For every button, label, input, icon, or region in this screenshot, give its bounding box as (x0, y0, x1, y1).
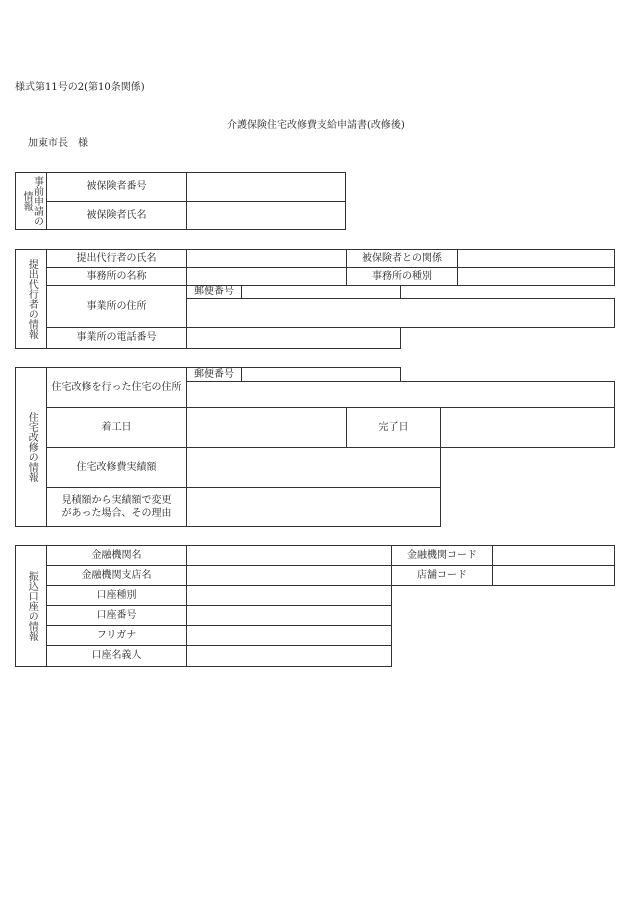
office-address-field[interactable] (186, 298, 615, 328)
office-phone-field[interactable] (186, 327, 401, 349)
agent-postal-code-field[interactable] (241, 285, 401, 299)
addressee: 加東市長 様 (28, 138, 88, 149)
agent-name-field[interactable] (186, 249, 347, 268)
relation-field[interactable] (457, 249, 615, 268)
agent-name-label: 提出代行者の氏名 (46, 249, 187, 268)
start-date-field[interactable] (186, 407, 347, 448)
relation-label: 被保険者との関係 (346, 249, 458, 268)
end-date-field[interactable] (440, 407, 615, 448)
end-date-label: 完了日 (346, 407, 441, 448)
page-title: 介護保険住宅改修費支給申請書(改修後) (227, 120, 405, 131)
office-type-label: 事務所の種別 (346, 267, 458, 286)
branch-name-field[interactable] (186, 565, 392, 586)
account-holder-field[interactable] (186, 645, 392, 667)
section-house-label: 住宅改修の情報 (15, 367, 47, 527)
house-postal-code-label: 郵便番号 (186, 367, 242, 382)
house-postal-code-field[interactable] (241, 367, 401, 382)
change-reason-field[interactable] (186, 487, 441, 527)
account-number-field[interactable] (186, 605, 392, 626)
branch-code-label: 店舗コード (391, 565, 493, 586)
account-type-label: 口座種別 (46, 585, 187, 606)
office-phone-label: 事業所の電話番号 (46, 327, 187, 349)
insured-name-field[interactable] (186, 201, 346, 230)
change-reason-label: 見積額から実績額で変更があった場合、その理由 (46, 487, 187, 527)
account-holder-label: 口座名義人 (46, 645, 187, 667)
office-address-label: 事業所の住所 (46, 285, 187, 328)
actual-cost-label: 住宅改修費実績額 (46, 447, 187, 488)
bank-name-label: 金融機関名 (46, 545, 187, 566)
start-date-label: 着工日 (46, 407, 187, 448)
house-address-field[interactable] (186, 381, 615, 408)
section-agent-label: 提出代行者の情報 (15, 249, 47, 349)
account-number-label: 口座番号 (46, 605, 187, 626)
house-address-label: 住宅改修を行った住宅の住所 (46, 367, 187, 408)
account-type-field[interactable] (186, 585, 392, 606)
form-number: 様式第11号の2(第10条関係) (15, 82, 145, 93)
bank-code-label: 金融機関コード (391, 545, 493, 566)
branch-code-field[interactable] (492, 565, 615, 586)
bank-code-field[interactable] (492, 545, 615, 566)
furigana-field[interactable] (186, 625, 392, 646)
branch-name-label: 金融機関支店名 (46, 565, 187, 586)
insured-name-label: 被保険者氏名 (46, 201, 187, 230)
agent-postal-code-label: 郵便番号 (186, 285, 242, 299)
section-bank-label: 振込口座の情報 (15, 545, 47, 667)
insured-number-field[interactable] (186, 172, 346, 202)
bank-name-field[interactable] (186, 545, 392, 566)
furigana-label: フリガナ (46, 625, 187, 646)
section-prior-label: 事前申請の情報 (15, 172, 47, 230)
office-name-label: 事務所の名称 (46, 267, 187, 286)
office-type-field[interactable] (457, 267, 615, 286)
office-name-field[interactable] (186, 267, 347, 286)
actual-cost-field[interactable] (186, 447, 441, 488)
insured-number-label: 被保険者番号 (46, 172, 187, 202)
